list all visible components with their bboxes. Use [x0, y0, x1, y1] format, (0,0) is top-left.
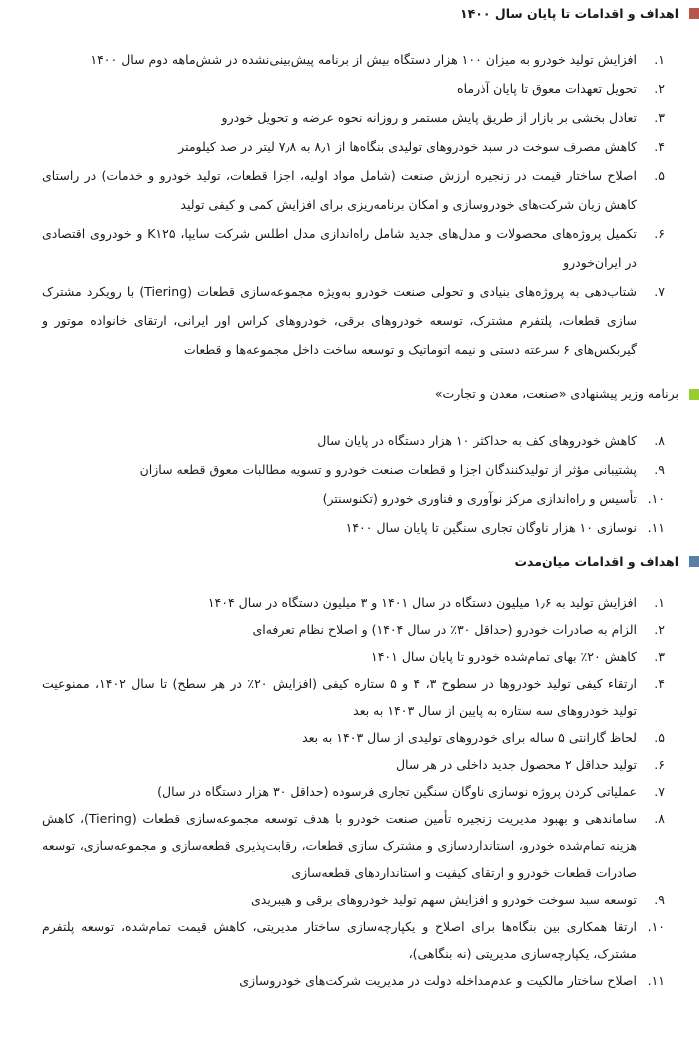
list-item — [42, 778, 665, 805]
item-number: ۹. — [654, 462, 665, 477]
list-item — [42, 805, 665, 886]
section2-list — [120, 426, 665, 542]
item-number: ۴. — [654, 139, 665, 154]
item-number: ۱۱. — [647, 973, 665, 988]
item-number: ۳. — [654, 110, 665, 125]
list-item — [120, 426, 665, 455]
item-text: افزایش تولید خودرو به میزان ۱۰۰ هزار دستگاه بیش از برنامه پیش‌بینی‌نشده در شش‌ماهه دوم سال ۱۴۰۰ — [90, 52, 637, 67]
item-text: پشتیبانی مؤثر از تولیدکنندگان اجزا و قطعات صنعت خودرو و تسویه مطالبات معوق قطعه سازان — [139, 462, 637, 477]
list-item — [42, 277, 665, 364]
section3-list — [42, 589, 665, 994]
item-text: ساماندهی و بهبود مدیریت زنجیره تأمین صنعت خودرو با هدف توسعه مجموعه‌سازی قطعات (Tiering)، کاهش هزینه تمام‌شده خودرو، استانداردسازی و مشترک سازی قطعات، رقابت‌پذیری قطعه‌سازی و مجموعه‌سازی، توسعه صادرات قطعات خودرو و ارتقای کیفیت و استانداردهای قطعه‌سازی — [42, 811, 637, 880]
item-text: توسعه سبد سوخت خودرو و افزایش سهم تولید خودروهای برقی و هیبریدی — [251, 892, 637, 907]
item-number: ۱۰. — [647, 491, 665, 506]
list-item — [42, 751, 665, 778]
item-text: نوسازی ۱۰ هزار ناوگان تجاری سنگین تا پایان سال ۱۴۰۰ — [345, 520, 637, 535]
section3-marker — [689, 556, 699, 567]
section1-list — [42, 45, 665, 364]
section2-heading: برنامه وزیر پیشنهادی «صنعت، معدن و تجارت» — [434, 386, 679, 401]
list-item — [42, 886, 665, 913]
item-number: ۲. — [654, 622, 665, 637]
item-text: ارتقا همکاری بین بنگاه‌ها برای اصلاح و یکپارچه‌سازی ساختار مدیریتی، کاهش قیمت تمام‌شده، توسعه پلتفرم مشترک، یکپارچه‌سازی مدیریتی (نه بنگاهی)، — [42, 919, 637, 961]
list-item — [42, 161, 665, 219]
list-item — [42, 219, 665, 277]
item-number: ۲. — [654, 81, 665, 96]
item-text: عملیاتی کردن پروژه نوسازی ناوگان سنگین تجاری فرسوده (حداقل ۳۰ هزار دستگاه در سال) — [157, 784, 637, 799]
section1-heading: اهداف و اقدامات تا پایان سال ۱۴۰۰ — [459, 6, 679, 21]
item-number: ۹. — [654, 892, 665, 907]
list-item — [42, 132, 665, 161]
list-item — [42, 670, 665, 724]
item-number: ۴. — [654, 676, 665, 691]
item-number: ۸. — [654, 811, 665, 826]
list-item — [42, 967, 665, 994]
item-text: تکمیل پروژه‌های محصولات و مدل‌های جدید شامل راه‌اندازی مدل اطلس شرکت سایپا، K۱۲۵ و خودروی اقتصادی در ایران‌خودرو — [42, 226, 637, 270]
item-number: ۳. — [654, 649, 665, 664]
item-text: افزایش تولید به ۱٫۶ میلیون دستگاه در سال ۱۴۰۱ و ۳ میلیون دستگاه در سال ۱۴۰۴ — [207, 595, 637, 610]
item-text: کاهش ۲۰٪ بهای تمام‌شده خودرو تا پایان سال ۱۴۰۱ — [371, 649, 637, 664]
item-number: ۸. — [654, 433, 665, 448]
item-text: الزام به صادرات خودرو (حداقل ۳۰٪ در سال ۱۴۰۴) و اصلاح نظام تعرفه‌ای — [252, 622, 637, 637]
section1-marker — [689, 8, 699, 19]
item-text: شتاب‌دهی به پروژه‌های بنیادی و تحولی صنعت خودرو به‌ویژه مجموعه‌سازی قطعات (Tiering) با رویکرد مشترک سازی قطعات، پلتفرم مشترک، توسعه خودروهای برقی، خودروهای کراس اور ایرانی، ارتقای خانواده موتور و گیربکس‌های ۶ سرعته دستی و نیمه اتوماتیک و توسعه ساخت داخل مجموعه‌ها و قطعات — [42, 284, 637, 357]
list-item — [42, 913, 665, 967]
list-item — [120, 513, 665, 542]
list-item — [42, 45, 665, 74]
item-text: اصلاح ساختار مالکیت و عدم‌مداخله دولت در مدیریت شرکت‌های خودروسازی — [239, 973, 637, 988]
item-text: کاهش خودروهای کف به حداکثر ۱۰ هزار دستگاه در پایان سال — [317, 433, 637, 448]
item-number: ۷. — [654, 784, 665, 799]
item-number: ۱. — [654, 595, 665, 610]
list-item — [42, 74, 665, 103]
list-item — [42, 616, 665, 643]
list-item — [42, 724, 665, 751]
list-item — [120, 455, 665, 484]
list-item — [42, 589, 665, 616]
item-number: ۶. — [654, 226, 665, 241]
item-text: تعادل بخشی بر بازار از طریق پایش مستمر و روزانه نحوه عرضه و تحویل خودرو — [221, 110, 637, 125]
list-item — [42, 103, 665, 132]
item-number: ۱۱. — [647, 520, 665, 535]
list-item — [42, 643, 665, 670]
item-text: لحاظ گارانتی ۵ ساله برای خودروهای تولیدی از سال ۱۴۰۳ به بعد — [302, 730, 637, 745]
item-text: تحویل تعهدات معوق تا پایان آذرماه — [457, 81, 637, 96]
item-number: ۱۰. — [647, 919, 665, 934]
item-number: ۷. — [654, 284, 665, 299]
item-text: کاهش مصرف سوخت در سبد خودروهای تولیدی بنگاه‌ها از ۸٫۱ به ۷٫۸ لیتر در صد کیلومتر — [178, 139, 637, 154]
item-text: تأسیس و راه‌اندازی مرکز نوآوری و فناوری خودرو (تکنوسنتر) — [322, 491, 637, 506]
item-number: ۵. — [654, 168, 665, 183]
item-text: اصلاح ساختار قیمت در زنجیره ارزش صنعت (شامل مواد اولیه، اجزا قطعات، تولید خودرو و خدمات) در راستای کاهش زیان شرکت‌های خودروسازی و امکان برنامه‌ریزی برای افزایش کمی و کیفی تولید — [42, 168, 637, 212]
list-item — [120, 484, 665, 513]
item-number: ۵. — [654, 730, 665, 745]
item-number: ۶. — [654, 757, 665, 772]
item-text: تولید حداقل ۲ محصول جدید داخلی در هر سال — [395, 757, 637, 772]
item-number: ۱. — [654, 52, 665, 67]
section3-heading: اهداف و اقدامات میان‌مدت — [514, 554, 679, 569]
section2-marker — [689, 389, 699, 400]
item-text: ارتقاء کیفی تولید خودروها در سطوح ۳، ۴ و ۵ ستاره کیفی (افزایش ۲۰٪ در هر سطح) تا سال ۱۴۰۲، ممنوعیت تولید خودروهای سه ستاره به پایین از سال ۱۴۰۳ به بعد — [42, 676, 637, 718]
